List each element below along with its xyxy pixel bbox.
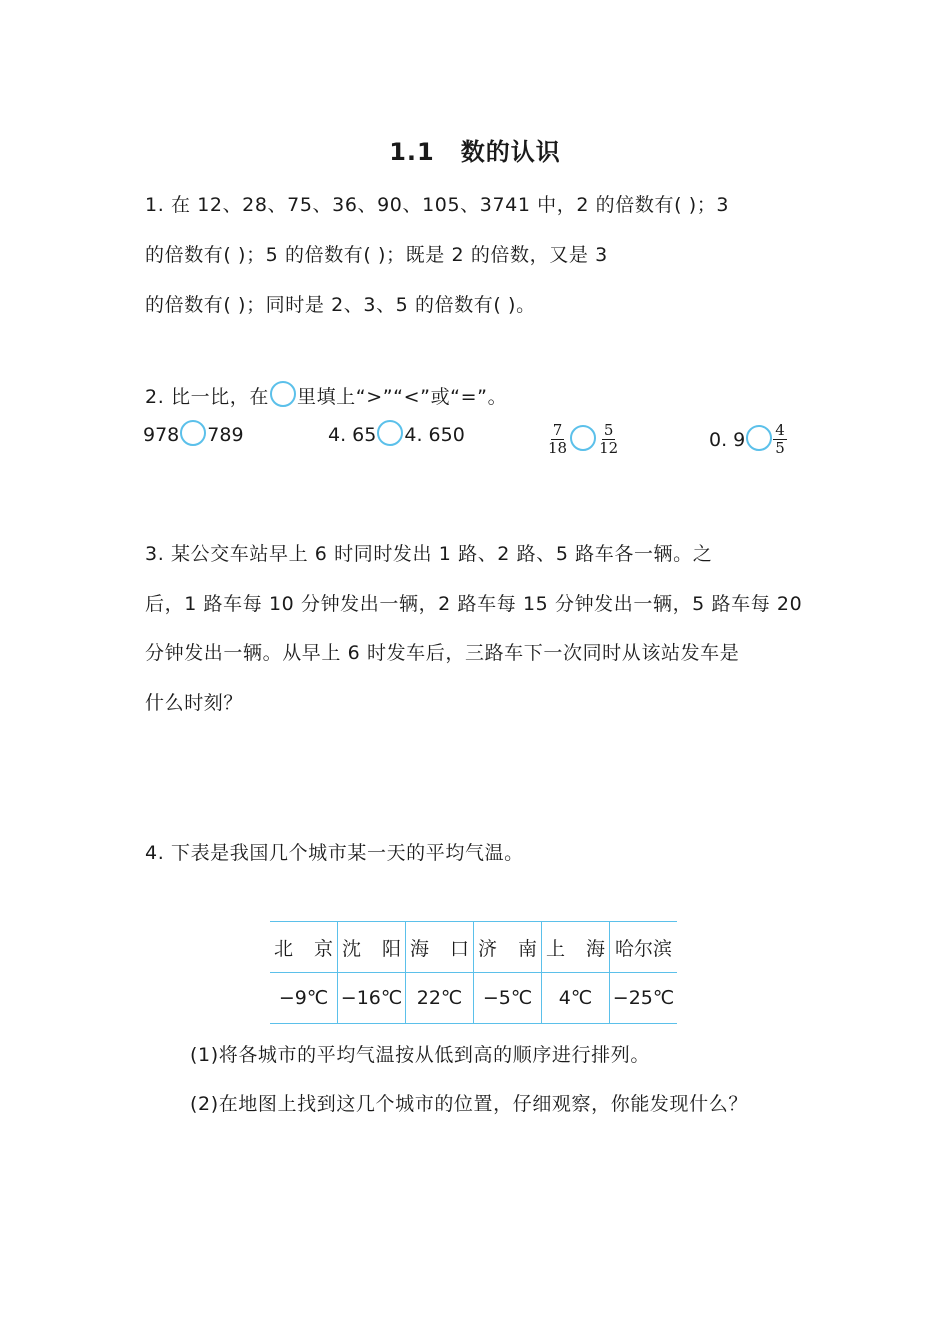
compare-item-1 [143, 422, 244, 448]
compare-right: 789 [207, 424, 244, 446]
compare-left: 4. 65 [328, 424, 377, 446]
section-number: 1.1 [389, 138, 435, 166]
q3-line-3: 分钟发出一辆。从早上 6 时发车后，三路车下一次同时从该站发车是 [145, 642, 740, 664]
numerator: 7 [552, 421, 563, 439]
table-cell-city: 沈 阳 [338, 922, 406, 973]
q4-intro: 4. 下表是我国几个城市某一天的平均气温。 [145, 842, 524, 864]
table-cell-temp: −16℃ [338, 973, 406, 1024]
fraction-right [597, 422, 620, 458]
q1-line-1: 1. 在 12、28、75、36、90、105、3741 中，2 的倍数有( )；3 [145, 194, 730, 216]
numerator: 5 [603, 421, 614, 439]
compare-item-3 [546, 422, 620, 458]
q4-sub-2: (2)在地图上找到这几个城市的位置，仔细观察，你能发现什么？ [190, 1093, 748, 1115]
q4-sub-1: (1)将各城市的平均气温按从低到高的顺序进行排列。 [190, 1044, 650, 1066]
answer-circle-icon [270, 381, 296, 407]
q3-line-1: 3. 某公交车站早上 6 时同时发出 1 路、2 路、5 路车各一辆。之 [145, 543, 713, 565]
table-cell-temp: −5℃ [474, 973, 542, 1024]
denominator: 18 [548, 439, 568, 458]
q1-line-3: 的倍数有( )；同时是 2、3、5 的倍数有( )。 [145, 294, 536, 316]
table-cell-temp: 22℃ [406, 973, 474, 1024]
fraction-left [546, 422, 569, 458]
section-title: 数的认识 [460, 138, 561, 166]
denominator: 5 [775, 439, 785, 458]
table-cell-city: 济 南 [474, 922, 542, 973]
compare-left: 978 [143, 424, 180, 446]
q2-prefix: 2. 比一比，在 [145, 386, 269, 408]
q1-line-2: 的倍数有( )；5 的倍数有( )；既是 2 的倍数，又是 3 [145, 244, 608, 266]
table-cell-temp: 4℃ [542, 973, 610, 1024]
q2-prompt [145, 382, 507, 409]
table-cell-city: 北 京 [270, 922, 338, 973]
compare-right: 4. 650 [404, 424, 465, 446]
table-cell-temp: −25℃ [610, 973, 678, 1024]
table-row-cities [270, 922, 677, 973]
table-cell-temp: −9℃ [270, 973, 338, 1024]
table-cell-city: 海 口 [406, 922, 474, 973]
q3-line-4: 什么时刻？ [145, 692, 244, 714]
compare-item-4 [709, 422, 787, 458]
denominator: 12 [599, 439, 619, 458]
table-row-temps [270, 973, 677, 1024]
answer-circle-input[interactable] [180, 420, 206, 446]
table-cell-city: 上 海 [542, 922, 610, 973]
answer-circle-input[interactable] [377, 420, 403, 446]
answer-circle-input[interactable] [746, 425, 772, 451]
temperature-table [270, 921, 677, 1024]
numerator: 4 [775, 421, 785, 439]
page-title [0, 132, 950, 167]
q2-suffix: 里填上“>”“<”或“=”。 [296, 386, 508, 408]
table-cell-city: 哈尔滨 [610, 922, 678, 973]
q3-line-2: 后，1 路车每 10 分钟发出一辆，2 路车每 15 分钟发出一辆，5 路车每 20 [145, 593, 803, 615]
compare-item-2 [328, 422, 465, 448]
answer-circle-input[interactable] [570, 425, 596, 451]
fraction-right [773, 422, 787, 458]
compare-left: 0. 9 [709, 428, 746, 451]
